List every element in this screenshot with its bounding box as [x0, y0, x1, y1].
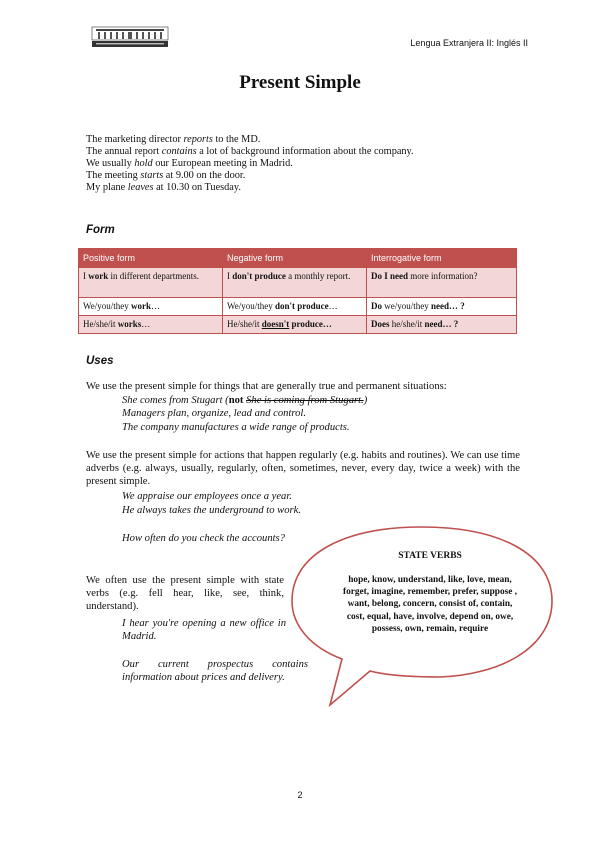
- example-line: The meeting starts at 9.00 on the door.: [86, 170, 246, 181]
- header-course-title: Lengua Extranjera II: Inglés II: [410, 38, 528, 48]
- example-line: We appraise our employees once a year.: [122, 491, 292, 502]
- uses-paragraph-2: We use the present simple for actions that happen regularly (e.g. habits and routines). We can use time adverbs (e.g. always, usually, regularly, often, sometimes, never, every day, twice a week) with the present simple.: [86, 450, 520, 487]
- uses-paragraph-3: We often use the present simple with state verbs (e.g. fell hear, like, see, think, understand).: [86, 575, 284, 612]
- example-line: He always takes the underground to work.: [122, 505, 301, 516]
- example-line: I hear you're opening a new office in Madrid.: [122, 618, 286, 642]
- example-line: We usually hold our European meeting in Madrid.: [86, 158, 293, 169]
- example-line: She comes from Stugart (not She is coming from Stugart.): [122, 395, 368, 406]
- table-cell: We/you/they work…: [79, 298, 223, 316]
- table-header-row: [79, 249, 517, 268]
- example-line: My plane leaves at 10.30 on Tuesday.: [86, 182, 241, 193]
- form-table: [78, 248, 517, 334]
- table-row: [79, 268, 517, 298]
- table-row: [79, 298, 517, 316]
- table-row: [79, 316, 517, 334]
- form-heading: Form: [86, 224, 115, 236]
- example-line: Managers plan, organize, lead and control.: [122, 408, 307, 419]
- uses-heading: Uses: [86, 355, 114, 367]
- page-title: Present Simple: [239, 72, 361, 93]
- table-cell: I work in different departments.: [79, 268, 223, 298]
- bubble-text: hope, know, understand, like, love, mean, forget, imagine, remember, prefer, suppose , want, belong, concern, consist of, contain, cost, equal, have, involve, depend on, owe, possess, own, remain, require: [342, 575, 518, 634]
- uses-paragraph-1: We use the present simple for things that are generally true and permanent situations:: [86, 381, 447, 392]
- example-line: Our current prospectus contains information about prices and delivery.: [122, 659, 308, 683]
- table-cell: Do we/you/they need… ?: [367, 298, 517, 316]
- column-header: Negative form: [223, 249, 367, 268]
- example-line: How often do you check the accounts?: [122, 533, 285, 544]
- column-header: Positive form: [79, 249, 223, 268]
- example-line: The company manufactures a wide range of products.: [122, 422, 350, 433]
- table-cell: He/she/it works…: [79, 316, 223, 334]
- column-header: Interrogative form: [367, 249, 517, 268]
- table-cell: Do I need more information?: [367, 268, 517, 298]
- table-cell: I don't produce a monthly report.: [223, 268, 367, 298]
- table-cell: Does he/she/it need… ?: [367, 316, 517, 334]
- example-line: The marketing director reports to the MD.: [86, 134, 261, 145]
- table-cell: We/you/they don't produce…: [223, 298, 367, 316]
- table-cell: He/she/it doesn't produce…: [223, 316, 367, 334]
- bubble-title: STATE VERBS: [398, 551, 462, 561]
- university-logo: [90, 26, 170, 48]
- example-line: The annual report contains a lot of background information about the company.: [86, 146, 414, 157]
- page-number: 2: [297, 790, 303, 800]
- university-crest-icon: [90, 26, 170, 48]
